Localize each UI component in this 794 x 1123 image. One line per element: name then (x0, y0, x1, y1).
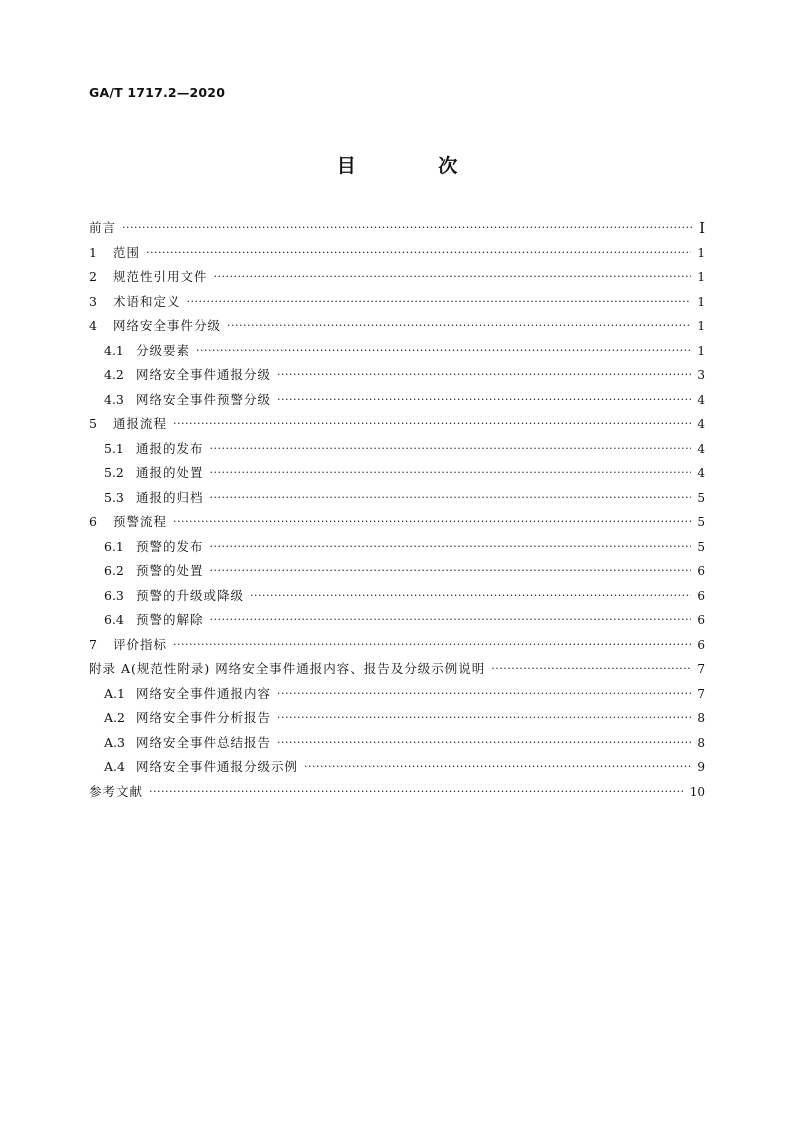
dot-leader (187, 290, 692, 315)
toc-entry-label: 网络安全事件总结报告 (136, 734, 272, 750)
toc-entry[interactable] (89, 633, 705, 658)
toc-entry-number: 4.3 (104, 391, 124, 407)
dot-leader (277, 363, 691, 388)
toc-entry-number: 5.1 (104, 440, 124, 456)
dot-leader (210, 535, 692, 560)
toc-entry-page-number: 10 (689, 784, 705, 799)
toc-entry-number: 4.2 (104, 367, 124, 382)
toc-entry-number: 5.2 (104, 465, 124, 480)
toc-entry[interactable] (89, 388, 705, 413)
toc-entry-number: 1 (89, 244, 97, 260)
toc-entry[interactable] (89, 755, 705, 780)
toc-entry[interactable] (89, 608, 705, 633)
toc-entry-number: 6.1 (104, 538, 124, 554)
dot-leader (122, 216, 693, 241)
dot-leader (173, 412, 691, 437)
toc-entry-label: 规范性引用文件 (113, 269, 208, 284)
toc-entry-number: A.4 (104, 759, 125, 774)
toc-entry-label: 通报的发布 (136, 440, 204, 456)
dot-leader (210, 608, 692, 633)
toc-entry-label: 范围 (113, 244, 141, 260)
toc-entry-label: 预警的升级或降级 (136, 587, 245, 603)
toc-entry-label: 术语和定义 (113, 293, 181, 309)
toc-entry-number: A.1 (104, 685, 125, 701)
dot-leader (304, 755, 691, 780)
toc-entry[interactable] (89, 412, 705, 437)
toc-entry-number: 2 (89, 269, 97, 284)
toc-entry-number: 5 (89, 416, 97, 431)
toc-entry-label: 分级要素 (136, 342, 191, 358)
toc-entry[interactable] (89, 731, 705, 756)
dot-leader (277, 682, 691, 707)
standard-code: GA/T 1717.2—2020 (89, 85, 226, 100)
toc-entry[interactable] (89, 510, 705, 535)
toc-entry-page-number: 6 (697, 637, 705, 652)
toc-entry-label: 网络安全事件预警分级 (136, 391, 272, 407)
toc-entry[interactable] (89, 363, 705, 388)
page-title: 目 次 (336, 155, 496, 177)
toc-entry-page-number: 5 (697, 539, 705, 554)
toc-entry[interactable] (89, 241, 705, 266)
dot-leader (277, 706, 691, 731)
table-of-contents (89, 216, 705, 804)
dot-leader (277, 388, 691, 413)
toc-entry-page-number: Ⅰ (699, 219, 705, 237)
toc-entry-number: 7 (89, 636, 97, 652)
toc-entry-label: 通报的归档 (136, 489, 204, 505)
dot-leader (173, 633, 691, 658)
toc-entry-label: 网络安全事件分级 (113, 318, 222, 333)
dot-leader (149, 780, 684, 805)
dot-leader (491, 657, 691, 682)
toc-entry[interactable] (89, 535, 705, 560)
toc-entry-page-number: 1 (697, 319, 705, 333)
toc-entry[interactable] (89, 706, 705, 731)
toc-entry-page-number: 7 (697, 686, 705, 701)
toc-entry-label: 网络安全事件通报内容 (136, 685, 272, 701)
toc-entry[interactable] (89, 584, 705, 609)
toc-entry[interactable] (89, 657, 705, 682)
toc-entry-number: 4.1 (104, 342, 124, 358)
toc-entry-label: 网络安全事件通报分级示例 (136, 759, 299, 774)
toc-entry-number: A.2 (104, 710, 125, 725)
toc-entry-number: 6.4 (104, 612, 124, 627)
toc-entry-page-number: 4 (697, 441, 705, 456)
dot-leader (196, 339, 691, 364)
toc-entry[interactable] (89, 437, 705, 462)
toc-entry-label: 前言 (89, 220, 117, 235)
toc-entry-label: 网络安全事件通报分级 (136, 367, 272, 382)
toc-entry-label: 附录 A(规范性附录) 网络安全事件通报内容、报告及分级示例说明 (89, 661, 486, 676)
toc-entry-page-number: 1 (697, 270, 705, 284)
toc-entry-page-number: 1 (697, 343, 705, 358)
toc-entry[interactable] (89, 486, 705, 511)
dot-leader (146, 241, 691, 266)
toc-entry[interactable] (89, 461, 705, 486)
dot-leader (210, 559, 692, 584)
toc-entry-label: 预警的发布 (136, 538, 204, 554)
toc-entry-label: 网络安全事件分析报告 (136, 710, 272, 725)
toc-entry-number: 4 (89, 318, 97, 333)
toc-entry[interactable] (89, 314, 705, 339)
dot-leader (250, 584, 691, 609)
toc-entry-page-number: 9 (697, 760, 705, 774)
toc-entry-label: 预警的处置 (136, 563, 204, 578)
toc-entry-number: 3 (89, 293, 97, 309)
toc-entry-page-number: 3 (697, 368, 705, 382)
toc-entry-page-number: 4 (697, 417, 705, 431)
toc-entry-page-number: 5 (697, 515, 705, 529)
toc-entry-label: 预警流程 (113, 514, 168, 529)
dot-leader (277, 731, 691, 756)
toc-entry-label: 评价指标 (113, 636, 168, 652)
dot-leader (210, 486, 692, 511)
toc-entry-page-number: 4 (697, 392, 705, 407)
dot-leader (227, 314, 691, 339)
toc-entry-page-number: 6 (697, 613, 705, 627)
toc-entry-number: 6.2 (104, 563, 124, 578)
toc-entry-label: 预警的解除 (136, 612, 204, 627)
dot-leader (173, 510, 691, 535)
toc-entry-label: 通报流程 (113, 416, 168, 431)
dot-leader (210, 437, 692, 462)
toc-entry[interactable] (89, 682, 705, 707)
toc-entry-label: 通报的处置 (136, 465, 204, 480)
toc-entry-number: A.3 (104, 734, 125, 750)
toc-entry[interactable] (89, 216, 705, 241)
toc-entry[interactable] (89, 339, 705, 364)
toc-entry-number: 6 (89, 514, 97, 529)
toc-entry-page-number: 1 (697, 245, 705, 260)
toc-entry[interactable] (89, 265, 705, 290)
toc-entry-page-number: 7 (697, 662, 705, 676)
toc-entry[interactable] (89, 559, 705, 584)
toc-entry-page-number: 8 (697, 711, 705, 725)
toc-entry[interactable] (89, 780, 705, 805)
toc-entry-page-number: 6 (697, 564, 705, 578)
toc-entry-number: 6.3 (104, 587, 124, 603)
toc-entry-page-number: 8 (697, 735, 705, 750)
dot-leader (210, 461, 692, 486)
toc-entry-page-number: 6 (697, 588, 705, 603)
toc-entry[interactable] (89, 290, 705, 315)
dot-leader (214, 265, 692, 290)
toc-entry-number: 5.3 (104, 489, 124, 505)
toc-entry-page-number: 4 (697, 466, 705, 480)
toc-entry-page-number: 1 (697, 294, 705, 309)
toc-entry-label: 参考文献 (89, 783, 144, 799)
toc-entry-page-number: 5 (697, 490, 705, 505)
